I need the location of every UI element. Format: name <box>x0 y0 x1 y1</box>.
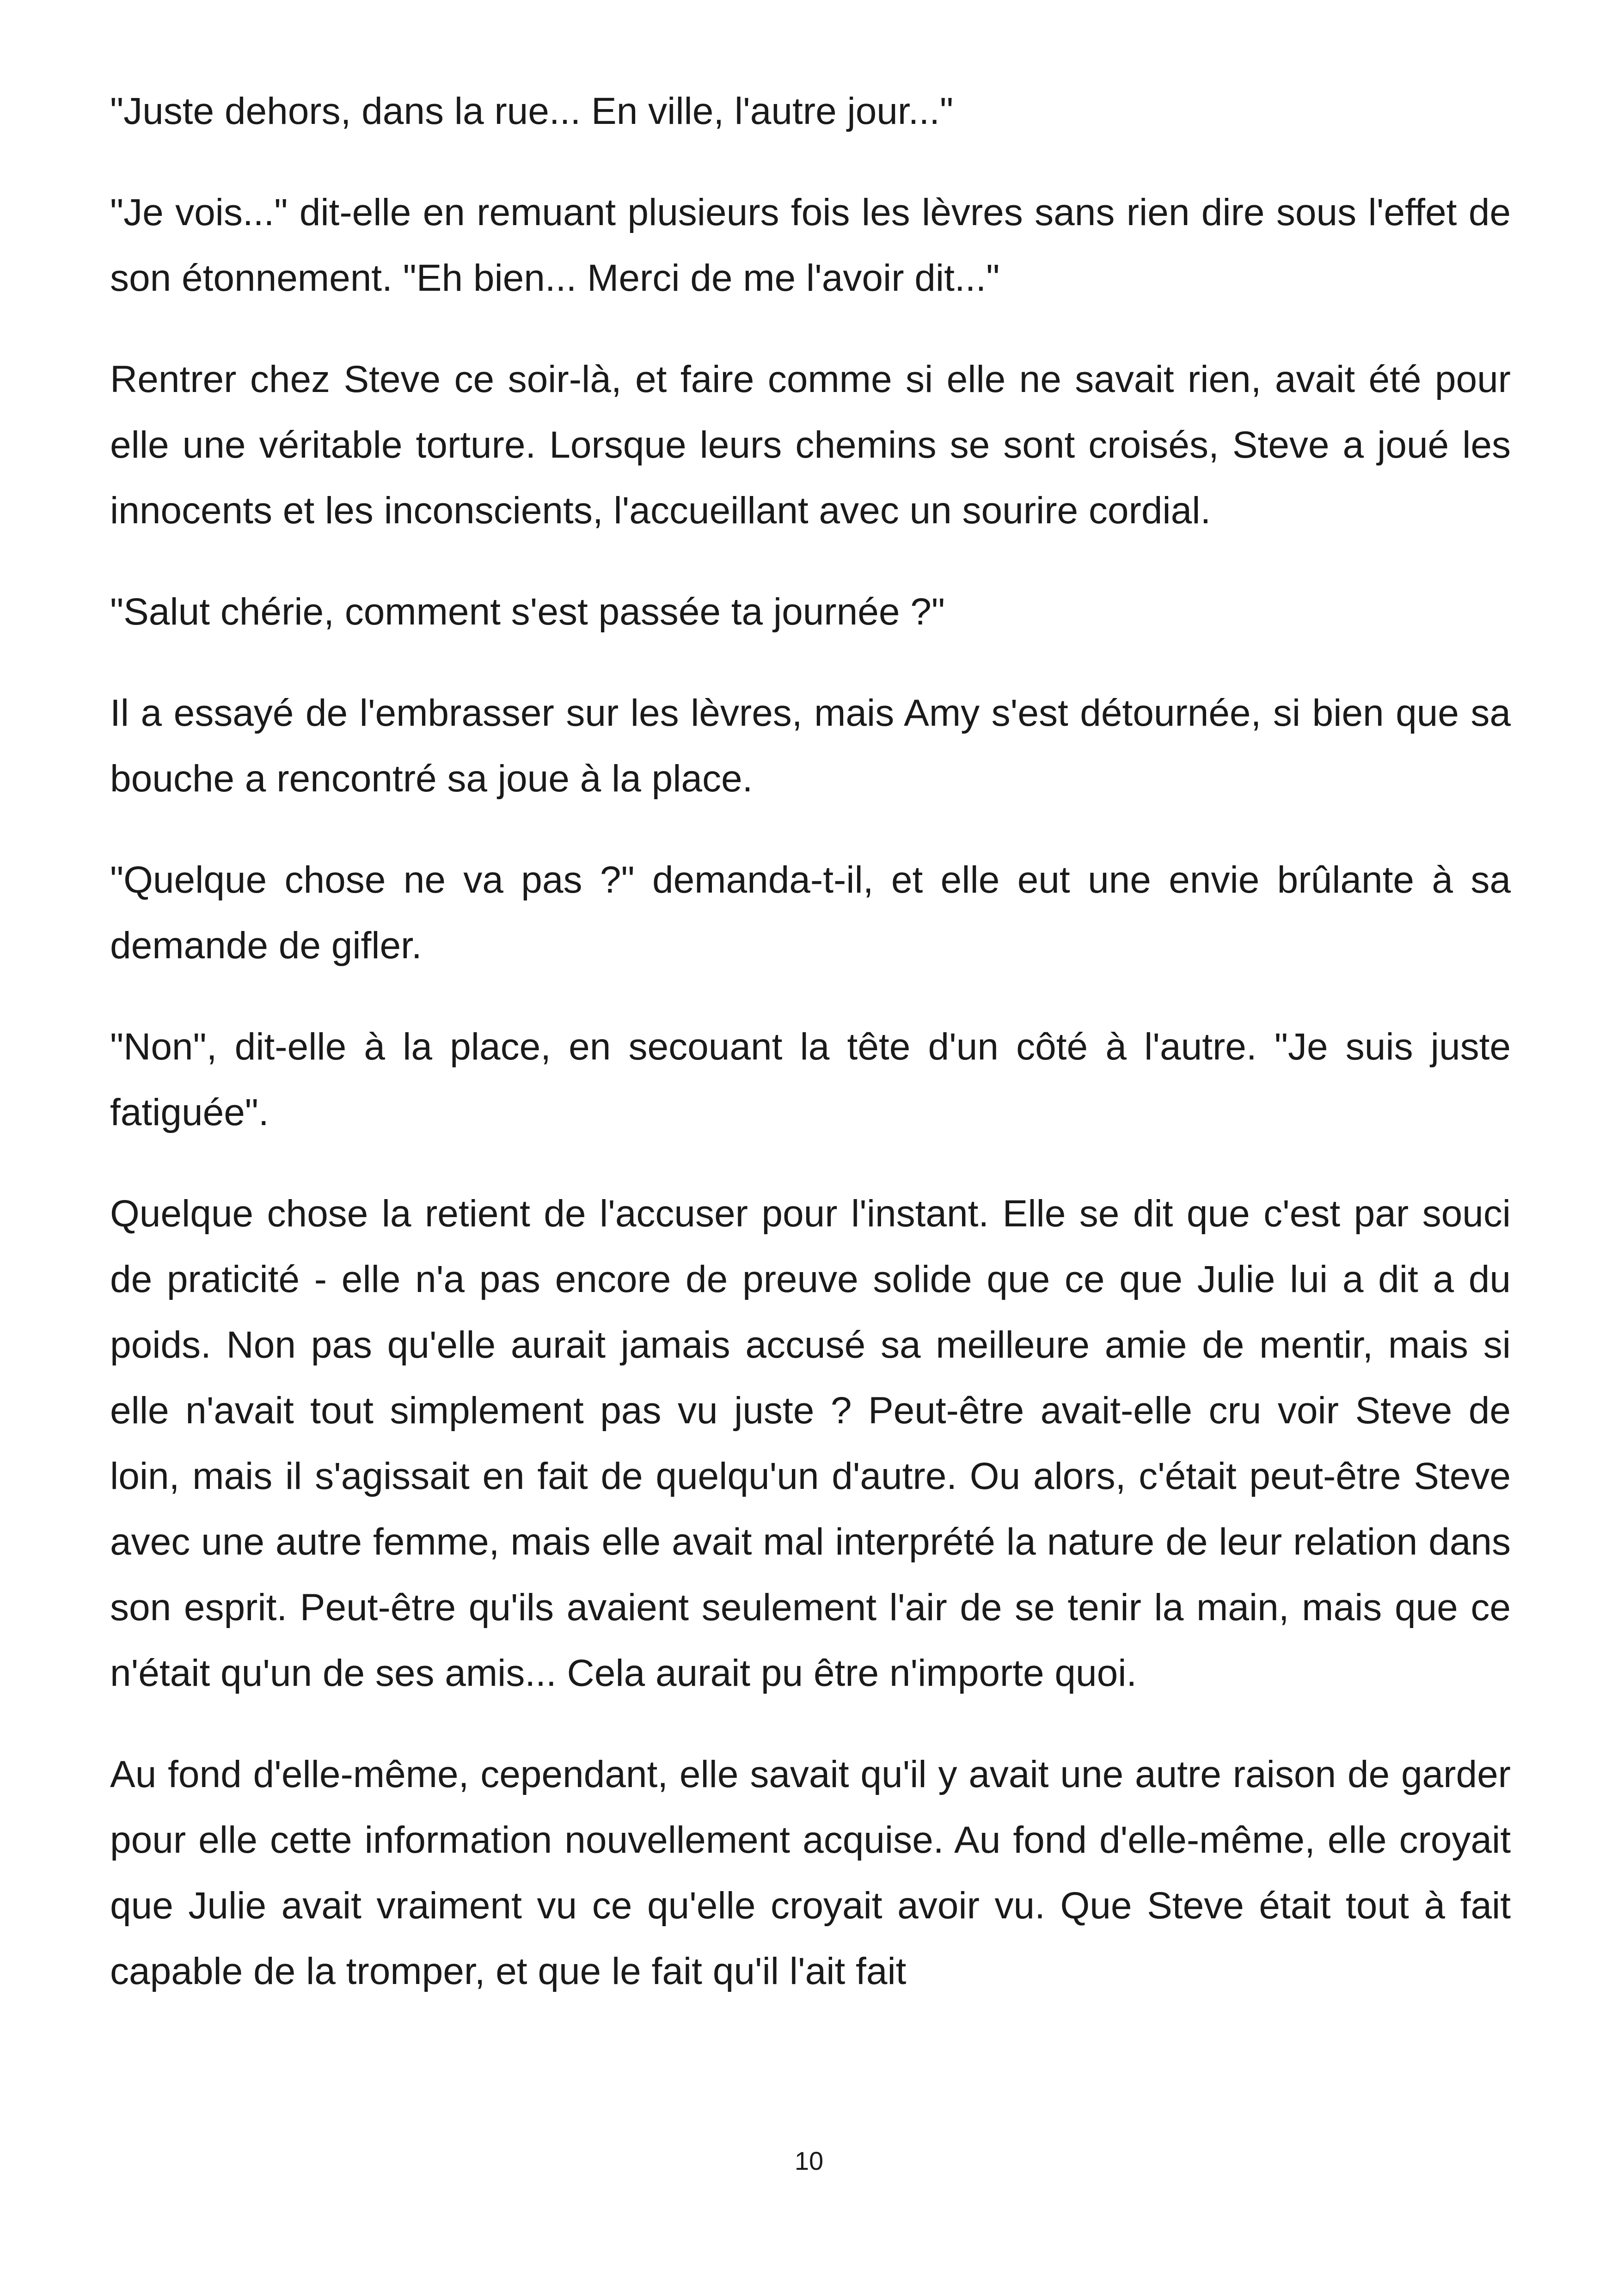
paragraph: Rentrer chez Steve ce soir-là, et faire comme si elle ne savait rien, avait été pour elle une véritable torture. Lorsque leurs chemins se sont croisés, Steve a joué les innocents et les inconscients, l'accueillant avec un sourire cordial. <box>110 358 1511 532</box>
paragraph: "Je vois..." dit-elle en remuant plusieurs fois les lèvres sans rien dire sous l'effet de son étonnement. "Eh bien... Merci de me l'avoir dit..." <box>110 191 1511 299</box>
paragraph: Il a essayé de l'embrasser sur les lèvres, mais Amy s'est détournée, si bien que sa bouche a rencontré sa joue à la place. <box>110 692 1511 800</box>
paragraph: Au fond d'elle-même, cependant, elle savait qu'il y avait une autre raison de garder pour elle cette information nouvellement acquise. Au fond d'elle-même, elle croyait que Julie avait vraiment vu ce qu'elle croyait avoir vu. Que Steve était tout à fait capable de la tromper, et que le fait qu'il l'ait fait <box>110 1753 1511 1992</box>
paragraph: "Non", dit-elle à la place, en secouant la tête d'un côté à l'autre. "Je suis juste fatiguée". <box>110 1026 1511 1133</box>
paragraph: "Juste dehors, dans la rue... En ville, l'autre jour..." <box>110 90 954 132</box>
paragraph: "Quelque chose ne va pas ?" demanda-t-il, et elle eut une envie brûlante à sa demande de gifler. <box>110 859 1511 967</box>
body-text <box>110 79 1511 2004</box>
paragraph: "Salut chérie, comment s'est passée ta journée ?" <box>110 591 945 633</box>
paragraph: Quelque chose la retient de l'accuser pour l'instant. Elle se dit que c'est par souci de praticité - elle n'a pas encore de preuve solide que ce que Julie lui a dit a du poids. Non pas qu'elle aurait jamais accusé sa meilleure amie de mentir, mais si elle n'avait tout simplement pas vu juste ? Peut-être avait-elle cru voir Steve de loin, mais il s'agissait en fait de quelqu'un d'autre. Ou alors, c'était peut-être Steve avec une autre femme, mais elle avait mal interprété la nature de leur relation dans son esprit. Peut-être qu'ils avaient seulement l'air de se tenir la main, mais que ce n'était qu'un de ses amis... Cela aurait pu être n'importe quoi. <box>110 1193 1511 1694</box>
page-number: 10 <box>794 2146 824 2175</box>
